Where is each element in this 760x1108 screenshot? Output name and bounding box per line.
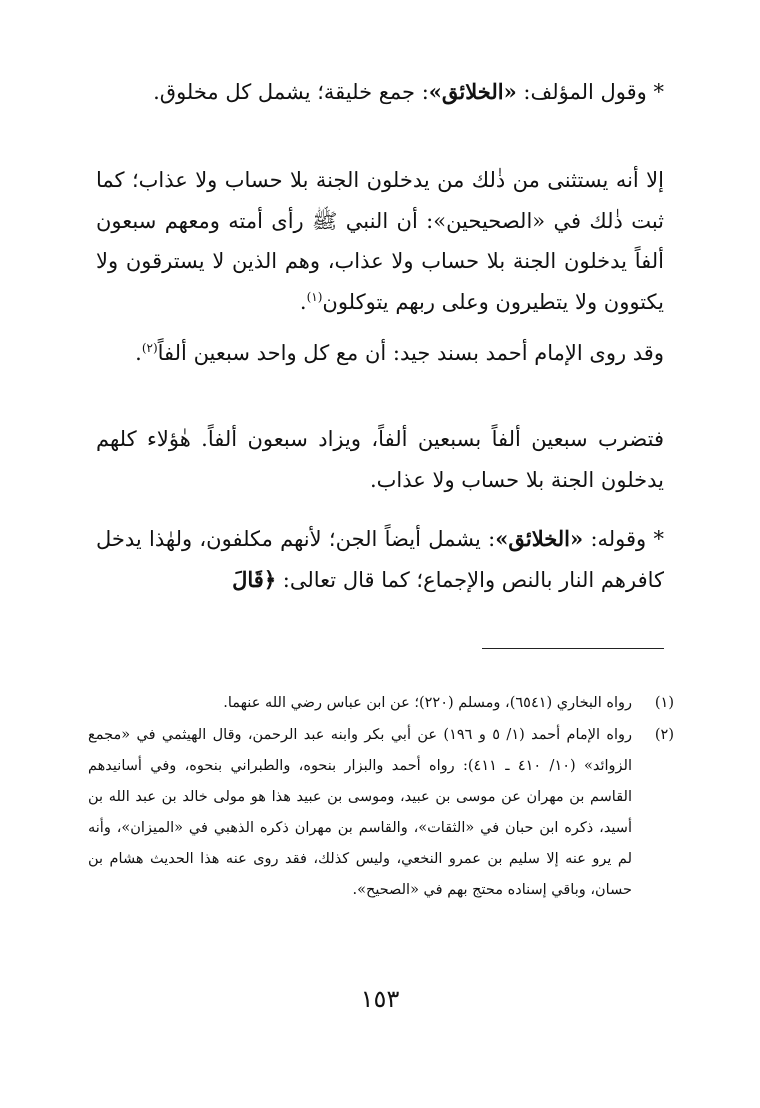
- page-number: ١٥٣: [360, 985, 400, 1013]
- footnote-separator: [482, 648, 664, 649]
- footnote-number: (٢): [654, 727, 674, 743]
- paragraph-1: [96, 72, 664, 113]
- footnote-text: رواه البخاري (٦٥٤١)، ومسلم (٢٢٠)؛ عن ابن عباس رضي الله عنهما.: [223, 695, 632, 711]
- bold-term: «الخلائق»: [495, 526, 584, 551]
- paragraph-text: إلا أنه يستثنى من ذٰلك من يدخلون الجنة بلا حساب ولا عذاب؛ كما ثبت ذٰلك في «الصحيحين»: أن النبي ﷺ رأى أمته ومعهم سبعون ألفاً يدخلون الجنة بلا حساب ولا عذاب، وهم الذين لا يسترقون ولا يكتوون ولا يتطيرون وعلى ربهم يتوكلون: [96, 168, 664, 314]
- star-marker: *: [653, 527, 664, 551]
- paragraph-3: [96, 333, 664, 374]
- paragraph-text: : جمع خليقة؛ يشمل كل مخلوق.: [153, 80, 429, 104]
- footnote-ref-1[interactable]: (١): [306, 289, 323, 304]
- paragraph-4: [96, 419, 664, 500]
- paragraph-5: [96, 519, 664, 600]
- quran-quote-start: ﴿قَالَ: [232, 566, 277, 592]
- paragraph-lead: وقوله:: [583, 527, 647, 551]
- paragraph-text: وقد روى الإمام أحمد بسند جيد: أن مع كل واحد سبعين ألفاً: [157, 341, 664, 365]
- paragraph-text: : يشمل أيضاً الجن؛ لأنهم مكلفون، ولهٰذا يدخل كافرهم النار بالنص والإجماع؛ كما قال تعالى:: [96, 527, 664, 592]
- footnote-text: رواه الإمام أحمد (١/ ٥ و ١٩٦) عن أبي بكر وابنه عبد الرحمن، وقال الهيثمي في «مجمع الزوائد» (١٠/ ٤١٠ ـ ٤١١): رواه أحمد والبزار بنحوه، والطبراني بنحوه، وفي أسانيدهم القاسم بن مهران عن موسى بن عبيد، وموسى بن عبيد هذا هو مولى خالد بن عبد الله بن أسيد، ذكره ابن حبان في «الثقات»، والقاسم بن مهران ذكره الذهبي في «الميزان»، وأنه لم يرو عنه إلا سليم بن عمرو النخعي، وليس كذلك، فقد روى عنه هذا الحديث هشام بن حسان، وباقي إسناده محتج بهم في «الصحيح».: [88, 727, 633, 898]
- footnote-2: [88, 720, 674, 906]
- paragraph-2: [96, 160, 664, 322]
- paragraph-lead: وقول المؤلف:: [516, 80, 647, 104]
- footnote-1: [88, 688, 674, 719]
- footnote-ref-2[interactable]: (٢): [141, 341, 158, 355]
- bold-term: «الخلائق»: [428, 79, 517, 104]
- footnote-number: (١): [654, 695, 674, 711]
- paragraph-end: .: [135, 341, 142, 365]
- star-marker: *: [653, 80, 664, 104]
- paragraph-end: .: [299, 289, 307, 314]
- paragraph-text: فتضرب سبعين ألفاً بسبعين ألفاً، ويزاد سبعون ألفاً. هٰؤلاء كلهم يدخلون الجنة بلا حساب ولا عذاب.: [96, 427, 664, 492]
